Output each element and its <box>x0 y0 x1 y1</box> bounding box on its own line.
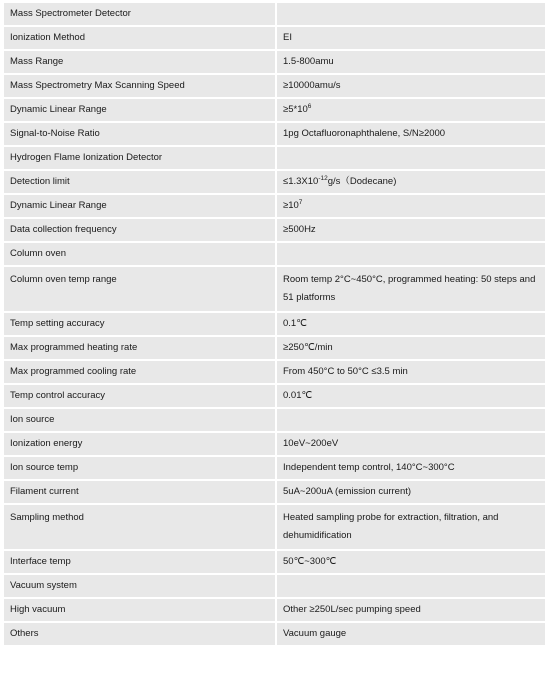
spec-label: Ionization energy <box>4 433 277 455</box>
spec-value <box>277 171 545 193</box>
spec-label: Ion source <box>4 409 277 431</box>
table-row <box>4 505 545 549</box>
table-row <box>4 27 545 49</box>
value-text: ≥5*10 <box>283 104 308 115</box>
spec-label: Data collection frequency <box>4 219 277 241</box>
spec-value <box>277 3 545 25</box>
table-row <box>4 75 545 97</box>
spec-value: EI <box>277 27 545 49</box>
spec-value: 0.01℃ <box>277 385 545 407</box>
spec-label: Temp setting accuracy <box>4 313 277 335</box>
spec-table <box>4 1 545 647</box>
table-row <box>4 551 545 573</box>
value-text: g/s（Dodecane) <box>327 176 397 187</box>
table-row <box>4 267 545 311</box>
spec-value: Independent temp control, 140°C~300°C <box>277 457 545 479</box>
exponent: 6 <box>307 103 312 110</box>
spec-label: Ion source temp <box>4 457 277 479</box>
table-row <box>4 409 545 431</box>
table-row <box>4 575 545 597</box>
spec-label: Column oven <box>4 243 277 265</box>
spec-value: Other ≥250L/sec pumping speed <box>277 599 545 621</box>
spec-label: Mass Range <box>4 51 277 73</box>
value-text: ≥10 <box>283 200 299 211</box>
table-row <box>4 313 545 335</box>
spec-value: ≥500Hz <box>277 219 545 241</box>
table-row <box>4 195 545 217</box>
spec-value: Vacuum gauge <box>277 623 545 645</box>
spec-label: Mass Spectrometer Detector <box>4 3 277 25</box>
table-row <box>4 147 545 169</box>
spec-label: Hydrogen Flame Ionization Detector <box>4 147 277 169</box>
spec-label: Detection limit <box>4 171 277 193</box>
spec-label: Others <box>4 623 277 645</box>
table-row <box>4 385 545 407</box>
table-row <box>4 3 545 25</box>
value-text: ≤1.3X10 <box>283 176 319 187</box>
exponent: -12 <box>318 175 328 182</box>
spec-value: From 450°C to 50°C ≤3.5 min <box>277 361 545 383</box>
spec-label: Temp control accuracy <box>4 385 277 407</box>
exponent: 7 <box>298 199 303 206</box>
table-row <box>4 123 545 145</box>
table-row <box>4 481 545 503</box>
spec-value <box>277 243 545 265</box>
table-row <box>4 599 545 621</box>
table-row <box>4 623 545 645</box>
spec-value <box>277 147 545 169</box>
table-row <box>4 51 545 73</box>
spec-value: ≥10000amu/s <box>277 75 545 97</box>
spec-value: 10eV~200eV <box>277 433 545 455</box>
spec-label: Sampling method <box>4 505 277 549</box>
spec-value <box>277 409 545 431</box>
spec-label: Column oven temp range <box>4 267 277 311</box>
spec-value: Room temp 2°C~450°C, programmed heating: 50 steps and 51 platforms <box>277 267 545 311</box>
spec-value: 50℃~300℃ <box>277 551 545 573</box>
table-row <box>4 337 545 359</box>
spec-value: 1pg Octafluoronaphthalene, S/N≥2000 <box>277 123 545 145</box>
spec-value: Heated sampling probe for extraction, filtration, and dehumidification <box>277 505 545 549</box>
spec-label: Max programmed heating rate <box>4 337 277 359</box>
table-row <box>4 433 545 455</box>
table-row <box>4 361 545 383</box>
spec-label: High vacuum <box>4 599 277 621</box>
table-row <box>4 243 545 265</box>
table-row <box>4 457 545 479</box>
spec-label: Dynamic Linear Range <box>4 195 277 217</box>
spec-value: 0.1℃ <box>277 313 545 335</box>
spec-label: Filament current <box>4 481 277 503</box>
spec-label: Vacuum system <box>4 575 277 597</box>
spec-label: Dynamic Linear Range <box>4 99 277 121</box>
spec-label: Interface temp <box>4 551 277 573</box>
spec-label: Ionization Method <box>4 27 277 49</box>
spec-label: Signal-to-Noise Ratio <box>4 123 277 145</box>
spec-value: ≥250℃/min <box>277 337 545 359</box>
spec-value <box>277 99 545 121</box>
table-row <box>4 219 545 241</box>
spec-label: Max programmed cooling rate <box>4 361 277 383</box>
spec-value: 1.5-800amu <box>277 51 545 73</box>
table-row <box>4 99 545 121</box>
table-row <box>4 171 545 193</box>
spec-value: 5uA~200uA (emission current) <box>277 481 545 503</box>
spec-value <box>277 575 545 597</box>
spec-value <box>277 195 545 217</box>
spec-label: Mass Spectrometry Max Scanning Speed <box>4 75 277 97</box>
